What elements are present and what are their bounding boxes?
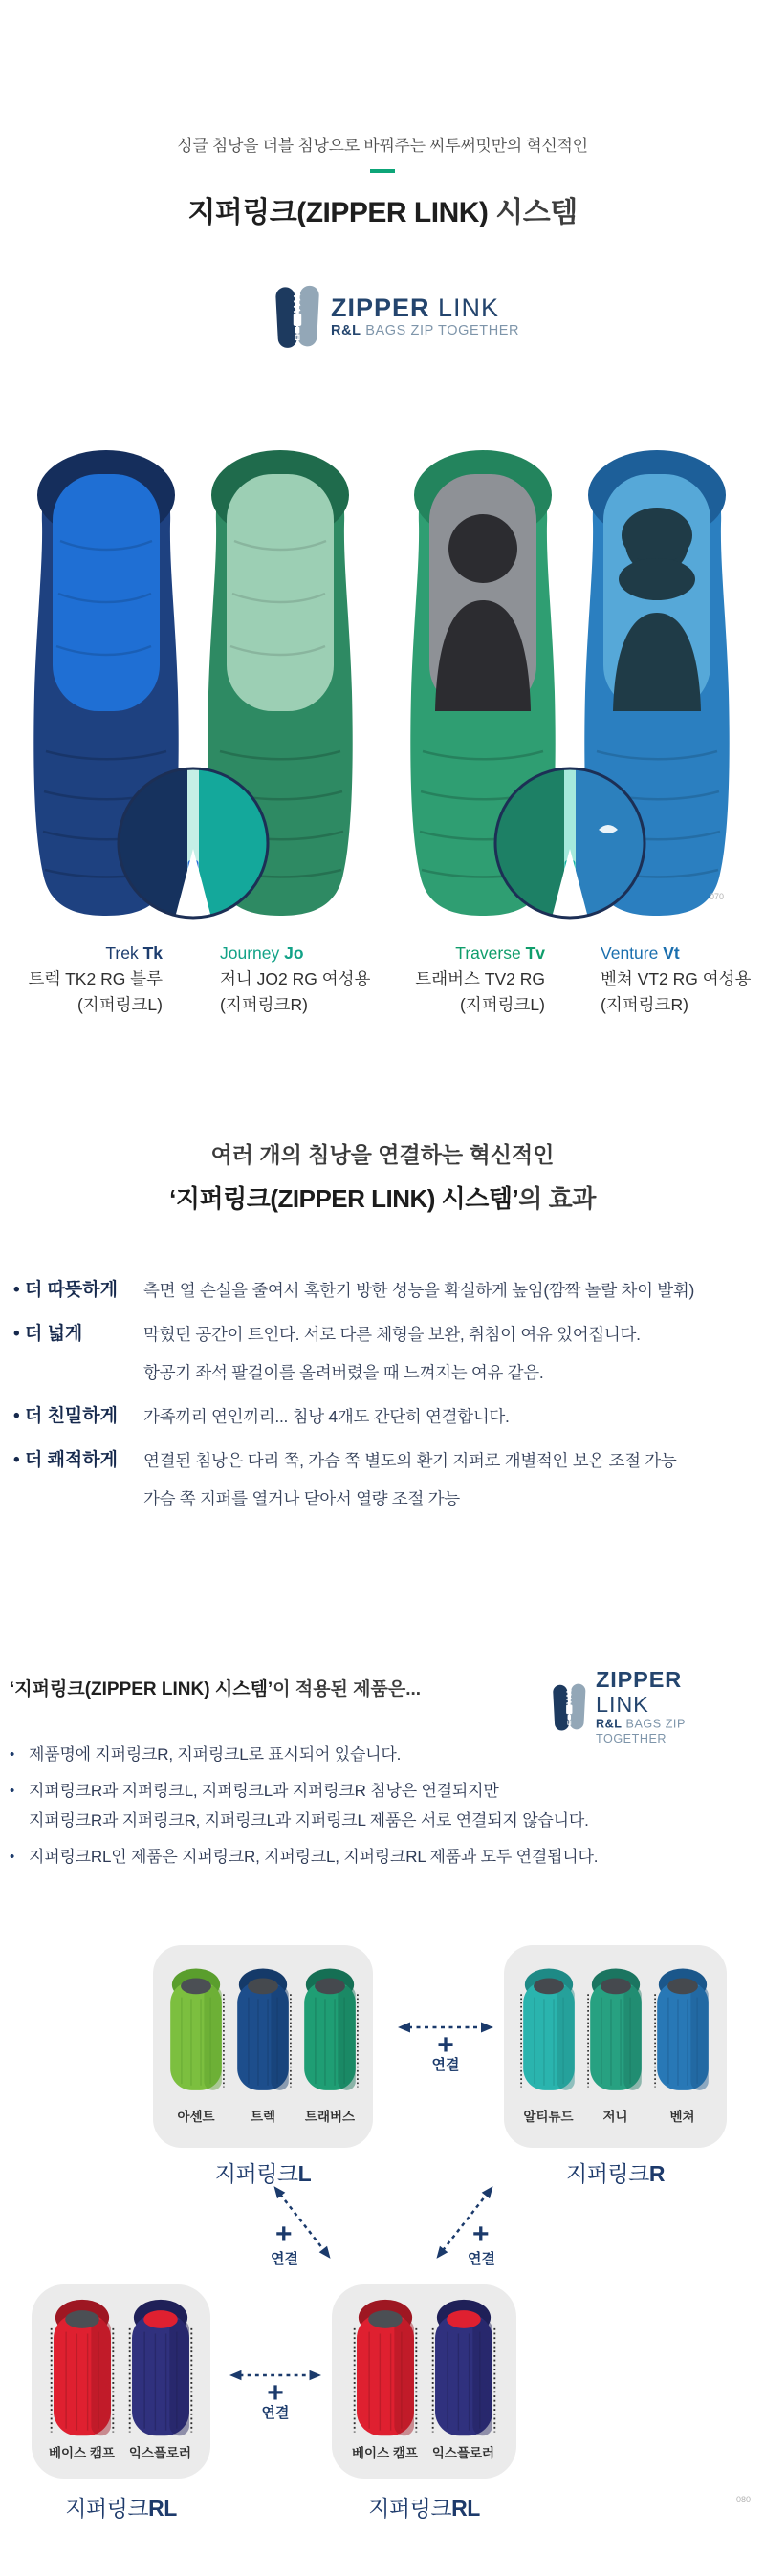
product-kr-line2: (지퍼링크R) xyxy=(601,995,688,1014)
product-label-venture xyxy=(601,941,763,1018)
product-kr-line1: 저니 JO2 RG 여성용 xyxy=(220,969,371,988)
zipper-link-logo xyxy=(275,283,519,350)
diagram-group-L-label: 지퍼링크L xyxy=(214,2161,312,2186)
diagram-group-RL1-label: 지퍼링크RL xyxy=(65,2496,177,2521)
diagram-group-RL2-label: 지퍼링크RL xyxy=(368,2496,480,2521)
applied-heading-strong: ‘지퍼링크(ZIPPER LINK) 시스템’ xyxy=(10,1679,273,1699)
applied-bullet: • 제품명에 지퍼링크R, 지퍼링크L로 표시되어 있습니다. xyxy=(10,1740,755,1769)
diagram-bag-venture: 벤쳐 xyxy=(653,1958,712,2125)
sleeping-bag-icon xyxy=(653,1958,712,2103)
photo-pair-trek-journey xyxy=(15,432,371,921)
zipper-link-logo-icon xyxy=(275,283,319,350)
product-kr-line2: (지퍼링크L) xyxy=(76,995,163,1014)
diagram-group-R-label: 지퍼링크R xyxy=(566,2161,665,2186)
plus-icon: + xyxy=(267,2377,284,2409)
zipper-link-logo-icon xyxy=(553,1678,586,1736)
page-title-strong: 지퍼링크(ZIPPER LINK) xyxy=(187,197,489,228)
product-kr-line1: 벤쳐 VT2 RG 여성용 xyxy=(601,969,752,988)
diagram-group-R-box xyxy=(504,1945,727,2148)
effect-item-wider: • 더 넓게 막혔던 공간이 트인다. 서로 다른 체형을 보완, 취침이 여유 있어집니다. 항공기 좌석 팔걸이를 올려버렸을 때 느껴지는 여유 같음. xyxy=(13,1315,757,1392)
connect-label: 연결 xyxy=(261,2405,290,2421)
accent-divider xyxy=(370,169,395,173)
page-number-080: 080 xyxy=(736,2495,752,2504)
diagram-group-RL2-box xyxy=(332,2284,516,2479)
connect-indicator-bottom xyxy=(228,2369,323,2422)
effect-item-closer: • 더 친밀하게 가족끼리 연인끼리... 침낭 4개도 간단히 연결합니다. xyxy=(13,1397,757,1436)
diagram-bag-journey: 저니 xyxy=(586,1958,645,2125)
zipper-link-logo-text: ZIPPER LINK R&L BAGS ZIP TOGETHER xyxy=(596,1667,686,1746)
product-label-trek xyxy=(0,941,163,1018)
logo-line2 xyxy=(331,322,519,339)
logo-line1 xyxy=(331,293,519,322)
logo-word-link: LINK xyxy=(429,293,500,322)
logo-word-zipper: ZIPPER xyxy=(331,293,430,322)
diagram-bag-basecamp: 베이스 캠프 xyxy=(351,2298,420,2461)
connect-indicator-top xyxy=(398,2021,493,2074)
page-title xyxy=(0,188,765,230)
diagram-group-RL1-box xyxy=(32,2284,210,2479)
connect-label: 연결 xyxy=(271,2251,298,2267)
logo-tag-rl: R&L xyxy=(331,323,361,338)
product-en-name: Trek Tk xyxy=(105,943,163,963)
hero-subtitle: 싱글 침낭을 더블 침낭으로 바꿔주는 씨투써밋만의 혁신적인 xyxy=(177,137,588,155)
logo-tagline: BAGS ZIP TOGETHER xyxy=(361,323,520,338)
sleeping-bag-icon xyxy=(300,1958,360,2103)
sleeping-bag-icon xyxy=(519,1958,579,2103)
page-title-light: 시스템 xyxy=(488,197,578,228)
product-en-name: Traverse Tv xyxy=(455,943,545,963)
product-label-traverse xyxy=(382,941,545,1018)
plus-icon: + xyxy=(275,2219,293,2250)
plus-icon: + xyxy=(437,2029,454,2061)
zipper-link-logo-text xyxy=(331,293,519,339)
page-number-070: 070 xyxy=(710,892,725,901)
effects-heading-line1: 여러 개의 침낭을 연결하는 혁신적인 xyxy=(210,1142,555,1167)
product-en-name: Venture Vt xyxy=(601,943,680,963)
product-label-journey xyxy=(220,941,382,1018)
applied-bullet: • 지퍼링크RL인 제품은 지퍼링크R, 지퍼링크L, 지퍼링크RL 제품과 모두 연결됩니다. xyxy=(10,1842,755,1872)
zipper-detail-inset xyxy=(119,768,268,918)
effects-list xyxy=(13,1271,757,1524)
zipper-link-logo-small xyxy=(553,1667,737,1747)
diagram-bag-ascent: 아센트 xyxy=(166,1958,226,2125)
sleeping-bag-icon xyxy=(586,1958,645,2103)
zipper-detail-inset xyxy=(495,768,645,918)
applied-bullet: • 지퍼링크R과 지퍼링크L, 지퍼링크L과 지퍼링크R 침낭은 연결되지만 지퍼링크R과 지퍼링크R, 지퍼링크L과 지퍼링크L 제품은 서로 연결되지 않습니다. xyxy=(10,1776,755,1835)
connect-label: 연결 xyxy=(468,2251,495,2267)
connect-label: 연결 xyxy=(431,2057,460,2073)
effects-heading-tail: 의 효과 xyxy=(518,1184,596,1213)
sleeping-bag-icon xyxy=(48,2298,117,2439)
diagram-bag-explorer: 익스플로러 xyxy=(126,2298,195,2461)
sleeping-bag-icon xyxy=(166,1958,226,2103)
applied-heading-tail: 이 적용된 제품은... xyxy=(273,1679,422,1699)
product-kr-line1: 트렉 TK2 RG 블루 xyxy=(28,969,163,988)
sleeping-bag-icon xyxy=(429,2298,498,2439)
sleeping-bag-icon xyxy=(233,1958,293,2103)
diagram-bag-trek: 트렉 xyxy=(233,1958,293,2125)
sleeping-bag-icon xyxy=(126,2298,195,2439)
applied-heading xyxy=(10,1675,421,1700)
product-kr-line2: (지퍼링크R) xyxy=(220,995,308,1014)
product-en-name: Journey Jo xyxy=(220,943,304,963)
product-kr-line1: 트래버스 TV2 RG xyxy=(415,969,545,988)
diagram-group-L-box xyxy=(153,1945,373,2148)
diagram-bag-basecamp: 베이스 캠프 xyxy=(48,2298,117,2461)
effects-heading-strong: ‘지퍼링크(ZIPPER LINK) 시스템’ xyxy=(169,1184,519,1213)
sleeping-bag-icon xyxy=(351,2298,420,2439)
plus-icon: + xyxy=(472,2219,490,2250)
applied-bullet-list xyxy=(10,1740,755,1878)
effects-heading-line2 xyxy=(0,1180,765,1215)
photo-pair-traverse-venture xyxy=(392,432,748,921)
diagram-bag-traverse: 트래버스 xyxy=(300,1958,360,2125)
product-kr-line2: (지퍼링크L) xyxy=(459,995,545,1014)
diagram-bag-altitude: 알티튜드 xyxy=(519,1958,579,2125)
effect-item-comfier: • 더 쾌적하게 연결된 침낭은 다리 쪽, 가슴 쪽 별도의 환기 지퍼로 개별적인 보온 조절 가능 가슴 쪽 지퍼를 열거나 닫아서 열량 조절 가능 xyxy=(13,1441,757,1518)
diagram-bag-explorer: 익스플로러 xyxy=(429,2298,498,2461)
effect-item-warmer: • 더 따뜻하게 측면 열 손실을 줄여서 혹한기 방한 성능을 확실하게 높임(깜짝 놀랄 차이 발휘) xyxy=(13,1271,757,1310)
